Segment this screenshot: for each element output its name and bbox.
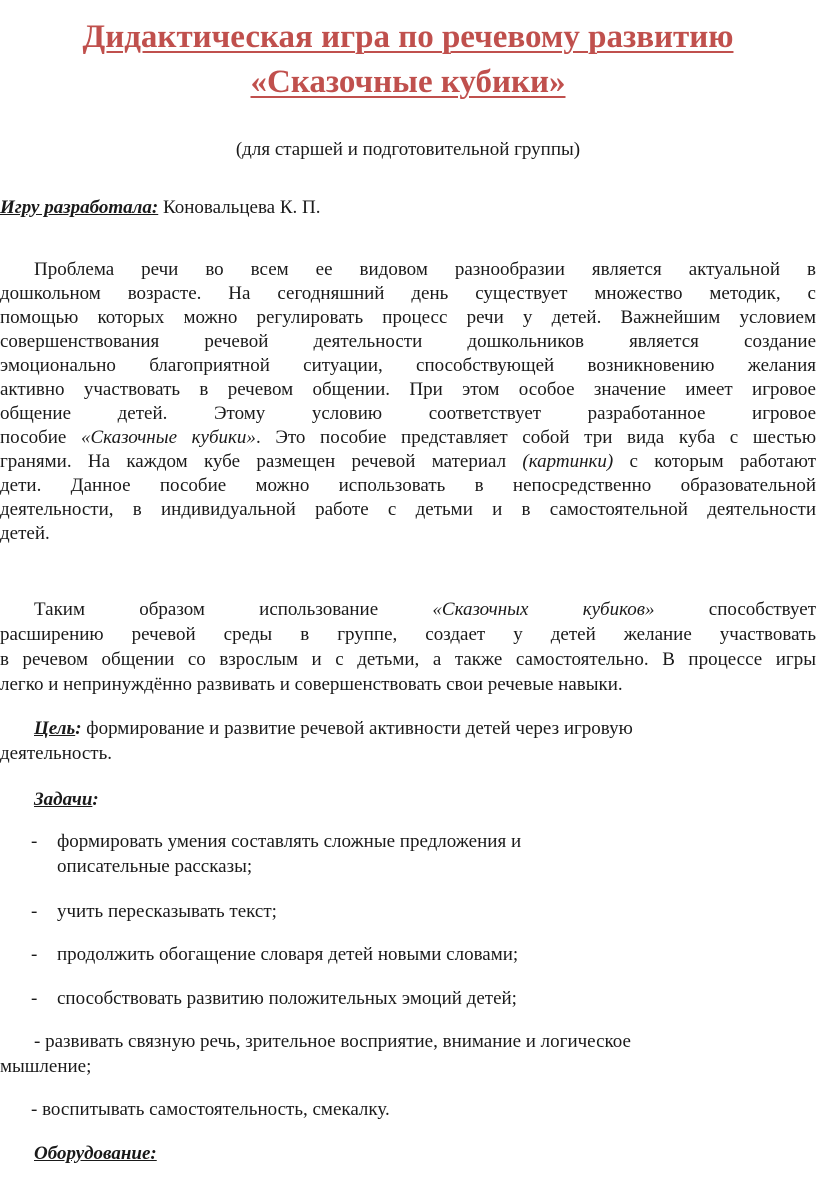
- list-item: формировать умения составлять сложные предложения и: [57, 831, 522, 852]
- list-item-continued: мышление;: [0, 1056, 92, 1077]
- text-fragment: пособие: [0, 427, 81, 448]
- text-fragment: способствует: [654, 599, 816, 620]
- paragraph-intro-line: [0, 426, 816, 450]
- game-name-italic: «Сказочных кубиков»: [432, 599, 655, 620]
- author-name: Коновальцева К. П.: [158, 197, 321, 218]
- list-item: учить пересказывать текст;: [57, 901, 277, 922]
- list-item: - воспитывать самостоятельность, смекалку.: [31, 1099, 390, 1120]
- goal-line-continued: деятельность.: [0, 743, 113, 764]
- paragraph-conclusion-line: [34, 598, 816, 622]
- text-fragment: Таким образом использование: [34, 599, 433, 620]
- goal-colon: :: [75, 718, 82, 739]
- author-label: Игру разработала:: [0, 197, 159, 218]
- document-title-line-1: Дидактическая игра по речевому развитию: [82, 19, 734, 55]
- goal-line: [34, 717, 816, 741]
- list-dash: -: [31, 831, 38, 852]
- paragraph-conclusion-line: легко и непринуждённо развивать и совершенствовать свои речевые навыки.: [0, 674, 623, 695]
- paragraph-intro-line: детей.: [0, 523, 50, 544]
- list-item: - развивать связную речь, зрительное восприятие, внимание и логическое: [34, 1031, 631, 1052]
- text-fragment: гранями. На каждом кубе размещен речевой материал: [0, 451, 523, 472]
- paragraph-conclusion-line: в речевом общении со взрослым и с детьми, а также самостоятельно. В процессе игры: [0, 649, 816, 670]
- tasks-label: Задачи: [34, 789, 93, 810]
- paragraph-intro-line: Проблема речи во всем ее видовом разнообразии является актуальной в: [34, 259, 816, 280]
- paragraph-intro-line: деятельности, в индивидуальной работе с детьми и в самостоятельной деятельности: [0, 499, 816, 520]
- game-name-italic: «Сказочные кубики»: [80, 427, 256, 448]
- paragraph-intro-line: [0, 450, 816, 474]
- list-dash: -: [31, 988, 38, 1009]
- paragraph-intro-line: помощью которых можно регулировать процесс речи у детей. Важнейшим условием: [0, 307, 816, 328]
- tasks-heading: [34, 788, 816, 812]
- paragraph-conclusion-line: расширению речевой среды в группе, создает у детей желание участвовать: [0, 624, 816, 645]
- author-line: [0, 196, 816, 220]
- text-fragment: . Это пособие представляет собой три вида куба с шестью: [255, 427, 816, 448]
- goal-text: формирование и развитие речевой активности детей через игровую: [81, 718, 633, 739]
- paragraph-intro-line: дошкольном возрасте. На сегодняшний день существует множество методик, с: [0, 283, 816, 304]
- text-fragment: с которым работают: [613, 451, 816, 472]
- tasks-colon: :: [92, 789, 99, 810]
- pictures-note-italic: (картинки): [522, 451, 614, 472]
- document-title-line-2: «Сказочные кубики»: [250, 64, 566, 100]
- paragraph-intro-line: общение детей. Этому условию соответствует разработанное игровое: [0, 403, 816, 424]
- list-item: продолжить обогащение словаря детей новыми словами;: [57, 944, 519, 965]
- equipment-label: Оборудование:: [34, 1143, 157, 1164]
- paragraph-intro-line: дети. Данное пособие можно использовать в непосредственно образовательной: [0, 475, 816, 496]
- paragraph-intro-line: совершенствования речевой деятельности дошкольников является создание: [0, 331, 816, 352]
- document-subtitle: (для старшей и подготовительной группы): [235, 139, 581, 160]
- list-dash: -: [31, 901, 38, 922]
- list-dash: -: [31, 944, 38, 965]
- paragraph-intro-line: активно участвовать в речевом общении. При этом особое значение имеет игровое: [0, 379, 816, 400]
- equipment-heading: [34, 1142, 816, 1166]
- goal-label: Цель: [34, 718, 76, 739]
- paragraph-intro-line: эмоционально благоприятной ситуации, способствующей возникновению желания: [0, 355, 816, 376]
- list-item: описательные рассказы;: [57, 856, 253, 877]
- list-item: способствовать развитию положительных эмоций детей;: [57, 988, 517, 1009]
